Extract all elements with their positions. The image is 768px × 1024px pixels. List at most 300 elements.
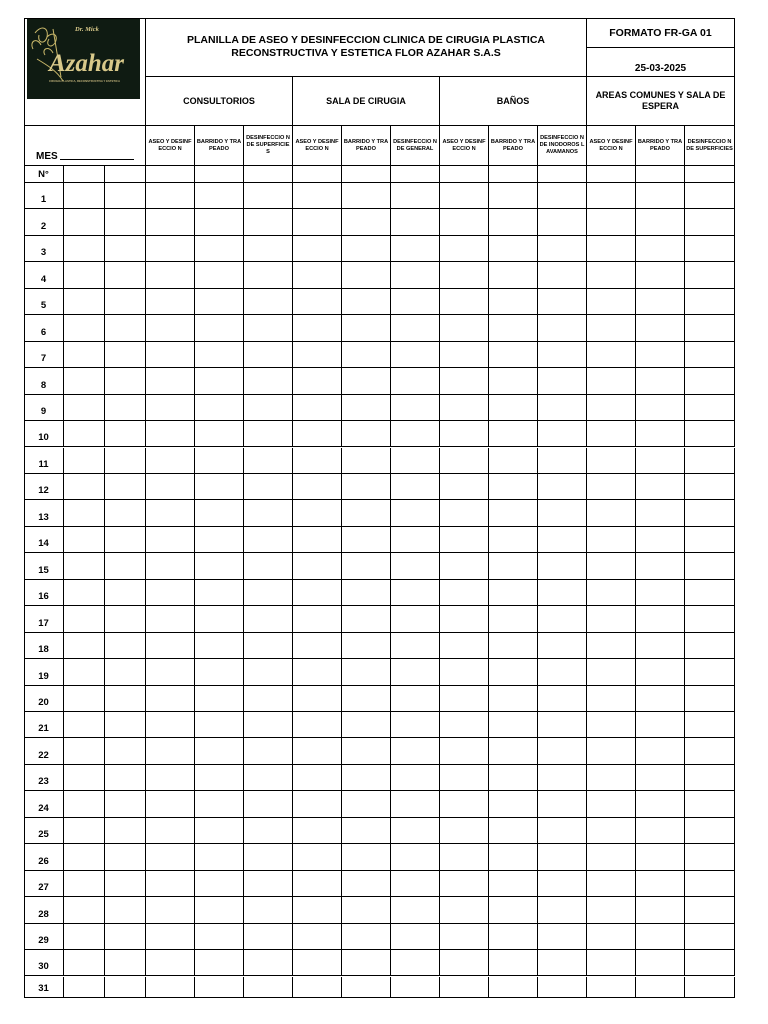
blank-cell[interactable]: [105, 183, 146, 209]
check-cell[interactable]: [195, 166, 244, 183]
check-cell[interactable]: [342, 527, 391, 553]
check-cell[interactable]: [342, 897, 391, 923]
check-cell[interactable]: [489, 315, 538, 341]
check-cell[interactable]: [636, 580, 685, 606]
check-cell[interactable]: [489, 183, 538, 209]
blank-cell[interactable]: [105, 262, 146, 288]
check-cell[interactable]: [342, 395, 391, 421]
check-cell[interactable]: [342, 448, 391, 474]
check-cell[interactable]: [440, 553, 489, 579]
check-cell[interactable]: [489, 500, 538, 526]
check-cell[interactable]: [489, 580, 538, 606]
check-cell[interactable]: [293, 844, 342, 870]
check-cell[interactable]: [489, 977, 538, 999]
check-cell[interactable]: [146, 166, 195, 183]
check-cell[interactable]: [146, 686, 195, 712]
check-cell[interactable]: [636, 368, 685, 394]
check-cell[interactable]: [391, 950, 440, 976]
blank-cell[interactable]: [64, 633, 105, 659]
check-cell[interactable]: [391, 500, 440, 526]
blank-cell[interactable]: [64, 738, 105, 764]
check-cell[interactable]: [195, 977, 244, 999]
blank-cell[interactable]: [64, 183, 105, 209]
check-cell[interactable]: [146, 659, 195, 685]
check-cell[interactable]: [538, 342, 587, 368]
check-cell[interactable]: [146, 368, 195, 394]
check-cell[interactable]: [195, 236, 244, 262]
check-cell[interactable]: [342, 950, 391, 976]
check-cell[interactable]: [146, 262, 195, 288]
check-cell[interactable]: [293, 791, 342, 817]
check-cell[interactable]: [293, 818, 342, 844]
check-cell[interactable]: [636, 712, 685, 738]
check-cell[interactable]: [293, 950, 342, 976]
check-cell[interactable]: [195, 368, 244, 394]
check-cell[interactable]: [636, 977, 685, 999]
check-cell[interactable]: [636, 289, 685, 315]
check-cell[interactable]: [391, 289, 440, 315]
check-cell[interactable]: [195, 474, 244, 500]
check-cell[interactable]: [685, 659, 735, 685]
check-cell[interactable]: [342, 183, 391, 209]
check-cell[interactable]: [244, 686, 293, 712]
check-cell[interactable]: [391, 262, 440, 288]
check-cell[interactable]: [244, 166, 293, 183]
check-cell[interactable]: [440, 765, 489, 791]
check-cell[interactable]: [489, 686, 538, 712]
check-cell[interactable]: [391, 977, 440, 999]
check-cell[interactable]: [489, 871, 538, 897]
check-cell[interactable]: [538, 421, 587, 447]
check-cell[interactable]: [538, 686, 587, 712]
check-cell[interactable]: [440, 844, 489, 870]
check-cell[interactable]: [146, 791, 195, 817]
check-cell[interactable]: [489, 236, 538, 262]
blank-cell[interactable]: [105, 606, 146, 632]
check-cell[interactable]: [146, 209, 195, 235]
check-cell[interactable]: [538, 977, 587, 999]
check-cell[interactable]: [489, 474, 538, 500]
check-cell[interactable]: [587, 738, 636, 764]
blank-cell[interactable]: [105, 448, 146, 474]
check-cell[interactable]: [587, 500, 636, 526]
check-cell[interactable]: [685, 342, 735, 368]
check-cell[interactable]: [293, 659, 342, 685]
check-cell[interactable]: [685, 474, 735, 500]
check-cell[interactable]: [489, 765, 538, 791]
blank-cell[interactable]: [64, 950, 105, 976]
check-cell[interactable]: [244, 315, 293, 341]
blank-cell[interactable]: [105, 897, 146, 923]
check-cell[interactable]: [391, 659, 440, 685]
check-cell[interactable]: [391, 633, 440, 659]
check-cell[interactable]: [636, 527, 685, 553]
check-cell[interactable]: [293, 553, 342, 579]
check-cell[interactable]: [538, 844, 587, 870]
check-cell[interactable]: [146, 421, 195, 447]
check-cell[interactable]: [195, 712, 244, 738]
check-cell[interactable]: [587, 977, 636, 999]
check-cell[interactable]: [538, 606, 587, 632]
check-cell[interactable]: [342, 289, 391, 315]
check-cell[interactable]: [489, 659, 538, 685]
check-cell[interactable]: [391, 448, 440, 474]
check-cell[interactable]: [440, 738, 489, 764]
check-cell[interactable]: [391, 871, 440, 897]
check-cell[interactable]: [293, 527, 342, 553]
check-cell[interactable]: [146, 712, 195, 738]
check-cell[interactable]: [538, 950, 587, 976]
check-cell[interactable]: [391, 738, 440, 764]
check-cell[interactable]: [685, 289, 735, 315]
blank-cell[interactable]: [64, 553, 105, 579]
check-cell[interactable]: [685, 421, 735, 447]
check-cell[interactable]: [293, 209, 342, 235]
check-cell[interactable]: [440, 791, 489, 817]
check-cell[interactable]: [538, 633, 587, 659]
blank-cell[interactable]: [105, 236, 146, 262]
check-cell[interactable]: [489, 368, 538, 394]
check-cell[interactable]: [195, 659, 244, 685]
check-cell[interactable]: [440, 262, 489, 288]
check-cell[interactable]: [440, 897, 489, 923]
check-cell[interactable]: [293, 315, 342, 341]
blank-cell[interactable]: [105, 633, 146, 659]
check-cell[interactable]: [244, 342, 293, 368]
check-cell[interactable]: [489, 738, 538, 764]
check-cell[interactable]: [685, 633, 735, 659]
check-cell[interactable]: [146, 500, 195, 526]
check-cell[interactable]: [146, 844, 195, 870]
check-cell[interactable]: [489, 818, 538, 844]
blank-cell[interactable]: [64, 580, 105, 606]
blank-cell[interactable]: [64, 791, 105, 817]
check-cell[interactable]: [244, 368, 293, 394]
check-cell[interactable]: [489, 421, 538, 447]
check-cell[interactable]: [391, 580, 440, 606]
check-cell[interactable]: [195, 315, 244, 341]
check-cell[interactable]: [391, 395, 440, 421]
check-cell[interactable]: [440, 950, 489, 976]
check-cell[interactable]: [244, 765, 293, 791]
check-cell[interactable]: [489, 395, 538, 421]
check-cell[interactable]: [440, 500, 489, 526]
check-cell[interactable]: [685, 950, 735, 976]
check-cell[interactable]: [440, 166, 489, 183]
check-cell[interactable]: [391, 606, 440, 632]
check-cell[interactable]: [391, 924, 440, 950]
check-cell[interactable]: [195, 289, 244, 315]
blank-cell[interactable]: [105, 844, 146, 870]
check-cell[interactable]: [685, 606, 735, 632]
check-cell[interactable]: [391, 236, 440, 262]
check-cell[interactable]: [587, 527, 636, 553]
check-cell[interactable]: [489, 712, 538, 738]
check-cell[interactable]: [489, 897, 538, 923]
check-cell[interactable]: [391, 474, 440, 500]
check-cell[interactable]: [342, 765, 391, 791]
check-cell[interactable]: [146, 289, 195, 315]
blank-cell[interactable]: [105, 686, 146, 712]
check-cell[interactable]: [195, 262, 244, 288]
check-cell[interactable]: [440, 448, 489, 474]
check-cell[interactable]: [636, 791, 685, 817]
check-cell[interactable]: [293, 580, 342, 606]
check-cell[interactable]: [636, 166, 685, 183]
blank-cell[interactable]: [64, 315, 105, 341]
check-cell[interactable]: [587, 289, 636, 315]
check-cell[interactable]: [538, 791, 587, 817]
check-cell[interactable]: [489, 950, 538, 976]
check-cell[interactable]: [293, 289, 342, 315]
check-cell[interactable]: [587, 421, 636, 447]
check-cell[interactable]: [195, 342, 244, 368]
check-cell[interactable]: [342, 791, 391, 817]
blank-cell[interactable]: [105, 871, 146, 897]
check-cell[interactable]: [244, 950, 293, 976]
check-cell[interactable]: [293, 765, 342, 791]
check-cell[interactable]: [244, 977, 293, 999]
check-cell[interactable]: [538, 183, 587, 209]
check-cell[interactable]: [489, 342, 538, 368]
check-cell[interactable]: [440, 633, 489, 659]
check-cell[interactable]: [538, 262, 587, 288]
check-cell[interactable]: [636, 183, 685, 209]
check-cell[interactable]: [587, 950, 636, 976]
check-cell[interactable]: [244, 924, 293, 950]
check-cell[interactable]: [685, 580, 735, 606]
check-cell[interactable]: [587, 448, 636, 474]
check-cell[interactable]: [146, 818, 195, 844]
check-cell[interactable]: [587, 315, 636, 341]
check-cell[interactable]: [391, 342, 440, 368]
check-cell[interactable]: [146, 448, 195, 474]
check-cell[interactable]: [587, 712, 636, 738]
check-cell[interactable]: [342, 924, 391, 950]
blank-cell[interactable]: [105, 924, 146, 950]
check-cell[interactable]: [342, 166, 391, 183]
check-cell[interactable]: [538, 289, 587, 315]
check-cell[interactable]: [685, 236, 735, 262]
month-blank-line[interactable]: [60, 159, 134, 160]
check-cell[interactable]: [440, 236, 489, 262]
check-cell[interactable]: [538, 527, 587, 553]
check-cell[interactable]: [146, 236, 195, 262]
check-cell[interactable]: [538, 500, 587, 526]
check-cell[interactable]: [538, 659, 587, 685]
check-cell[interactable]: [685, 924, 735, 950]
check-cell[interactable]: [244, 871, 293, 897]
check-cell[interactable]: [587, 342, 636, 368]
check-cell[interactable]: [489, 553, 538, 579]
blank-cell[interactable]: [64, 659, 105, 685]
check-cell[interactable]: [636, 844, 685, 870]
check-cell[interactable]: [538, 395, 587, 421]
check-cell[interactable]: [244, 209, 293, 235]
check-cell[interactable]: [440, 606, 489, 632]
check-cell[interactable]: [685, 871, 735, 897]
check-cell[interactable]: [293, 368, 342, 394]
check-cell[interactable]: [244, 818, 293, 844]
check-cell[interactable]: [440, 474, 489, 500]
blank-cell[interactable]: [105, 738, 146, 764]
blank-cell[interactable]: [64, 262, 105, 288]
blank-cell[interactable]: [64, 924, 105, 950]
check-cell[interactable]: [489, 924, 538, 950]
check-cell[interactable]: [587, 183, 636, 209]
check-cell[interactable]: [293, 633, 342, 659]
check-cell[interactable]: [195, 897, 244, 923]
check-cell[interactable]: [685, 500, 735, 526]
check-cell[interactable]: [293, 166, 342, 183]
check-cell[interactable]: [587, 474, 636, 500]
check-cell[interactable]: [195, 844, 244, 870]
check-cell[interactable]: [489, 633, 538, 659]
check-cell[interactable]: [293, 738, 342, 764]
check-cell[interactable]: [293, 871, 342, 897]
check-cell[interactable]: [538, 166, 587, 183]
check-cell[interactable]: [587, 262, 636, 288]
blank-cell[interactable]: [64, 236, 105, 262]
check-cell[interactable]: [587, 209, 636, 235]
check-cell[interactable]: [342, 659, 391, 685]
check-cell[interactable]: [685, 262, 735, 288]
blank-cell[interactable]: [64, 448, 105, 474]
check-cell[interactable]: [244, 289, 293, 315]
check-cell[interactable]: [587, 871, 636, 897]
check-cell[interactable]: [391, 712, 440, 738]
blank-cell[interactable]: [64, 527, 105, 553]
blank-cell[interactable]: [105, 395, 146, 421]
check-cell[interactable]: [391, 209, 440, 235]
check-cell[interactable]: [244, 580, 293, 606]
check-cell[interactable]: [636, 686, 685, 712]
check-cell[interactable]: [342, 553, 391, 579]
check-cell[interactable]: [342, 686, 391, 712]
check-cell[interactable]: [440, 209, 489, 235]
check-cell[interactable]: [685, 527, 735, 553]
check-cell[interactable]: [685, 315, 735, 341]
check-cell[interactable]: [636, 871, 685, 897]
check-cell[interactable]: [293, 897, 342, 923]
blank-cell[interactable]: [64, 421, 105, 447]
check-cell[interactable]: [244, 633, 293, 659]
check-cell[interactable]: [440, 924, 489, 950]
check-cell[interactable]: [146, 342, 195, 368]
check-cell[interactable]: [391, 368, 440, 394]
check-cell[interactable]: [244, 553, 293, 579]
blank-cell[interactable]: [64, 166, 105, 183]
check-cell[interactable]: [391, 844, 440, 870]
blank-cell[interactable]: [64, 368, 105, 394]
check-cell[interactable]: [146, 950, 195, 976]
check-cell[interactable]: [195, 580, 244, 606]
check-cell[interactable]: [195, 421, 244, 447]
check-cell[interactable]: [685, 765, 735, 791]
check-cell[interactable]: [538, 580, 587, 606]
blank-cell[interactable]: [105, 315, 146, 341]
blank-cell[interactable]: [64, 897, 105, 923]
check-cell[interactable]: [587, 924, 636, 950]
blank-cell[interactable]: [105, 166, 146, 183]
check-cell[interactable]: [685, 166, 735, 183]
blank-cell[interactable]: [105, 527, 146, 553]
check-cell[interactable]: [244, 527, 293, 553]
check-cell[interactable]: [587, 395, 636, 421]
check-cell[interactable]: [440, 659, 489, 685]
check-cell[interactable]: [636, 818, 685, 844]
check-cell[interactable]: [146, 183, 195, 209]
check-cell[interactable]: [146, 977, 195, 999]
check-cell[interactable]: [440, 712, 489, 738]
check-cell[interactable]: [342, 421, 391, 447]
check-cell[interactable]: [636, 474, 685, 500]
blank-cell[interactable]: [105, 950, 146, 976]
blank-cell[interactable]: [64, 712, 105, 738]
check-cell[interactable]: [440, 315, 489, 341]
check-cell[interactable]: [342, 315, 391, 341]
check-cell[interactable]: [685, 209, 735, 235]
check-cell[interactable]: [636, 738, 685, 764]
check-cell[interactable]: [195, 183, 244, 209]
check-cell[interactable]: [293, 421, 342, 447]
check-cell[interactable]: [342, 500, 391, 526]
check-cell[interactable]: [538, 315, 587, 341]
check-cell[interactable]: [195, 871, 244, 897]
check-cell[interactable]: [538, 871, 587, 897]
check-cell[interactable]: [636, 659, 685, 685]
check-cell[interactable]: [244, 448, 293, 474]
check-cell[interactable]: [244, 262, 293, 288]
check-cell[interactable]: [293, 395, 342, 421]
check-cell[interactable]: [587, 659, 636, 685]
check-cell[interactable]: [489, 166, 538, 183]
check-cell[interactable]: [440, 977, 489, 999]
blank-cell[interactable]: [105, 659, 146, 685]
check-cell[interactable]: [195, 633, 244, 659]
check-cell[interactable]: [538, 553, 587, 579]
check-cell[interactable]: [538, 209, 587, 235]
check-cell[interactable]: [587, 606, 636, 632]
check-cell[interactable]: [146, 738, 195, 764]
check-cell[interactable]: [636, 924, 685, 950]
check-cell[interactable]: [440, 342, 489, 368]
blank-cell[interactable]: [105, 791, 146, 817]
check-cell[interactable]: [587, 553, 636, 579]
check-cell[interactable]: [146, 633, 195, 659]
check-cell[interactable]: [391, 527, 440, 553]
blank-cell[interactable]: [64, 342, 105, 368]
check-cell[interactable]: [538, 448, 587, 474]
check-cell[interactable]: [195, 818, 244, 844]
check-cell[interactable]: [685, 368, 735, 394]
check-cell[interactable]: [342, 474, 391, 500]
blank-cell[interactable]: [64, 209, 105, 235]
check-cell[interactable]: [440, 395, 489, 421]
check-cell[interactable]: [195, 791, 244, 817]
check-cell[interactable]: [244, 236, 293, 262]
check-cell[interactable]: [146, 765, 195, 791]
check-cell[interactable]: [489, 606, 538, 632]
check-cell[interactable]: [293, 448, 342, 474]
check-cell[interactable]: [489, 448, 538, 474]
check-cell[interactable]: [342, 580, 391, 606]
check-cell[interactable]: [636, 606, 685, 632]
check-cell[interactable]: [440, 580, 489, 606]
check-cell[interactable]: [195, 765, 244, 791]
check-cell[interactable]: [244, 421, 293, 447]
check-cell[interactable]: [685, 686, 735, 712]
